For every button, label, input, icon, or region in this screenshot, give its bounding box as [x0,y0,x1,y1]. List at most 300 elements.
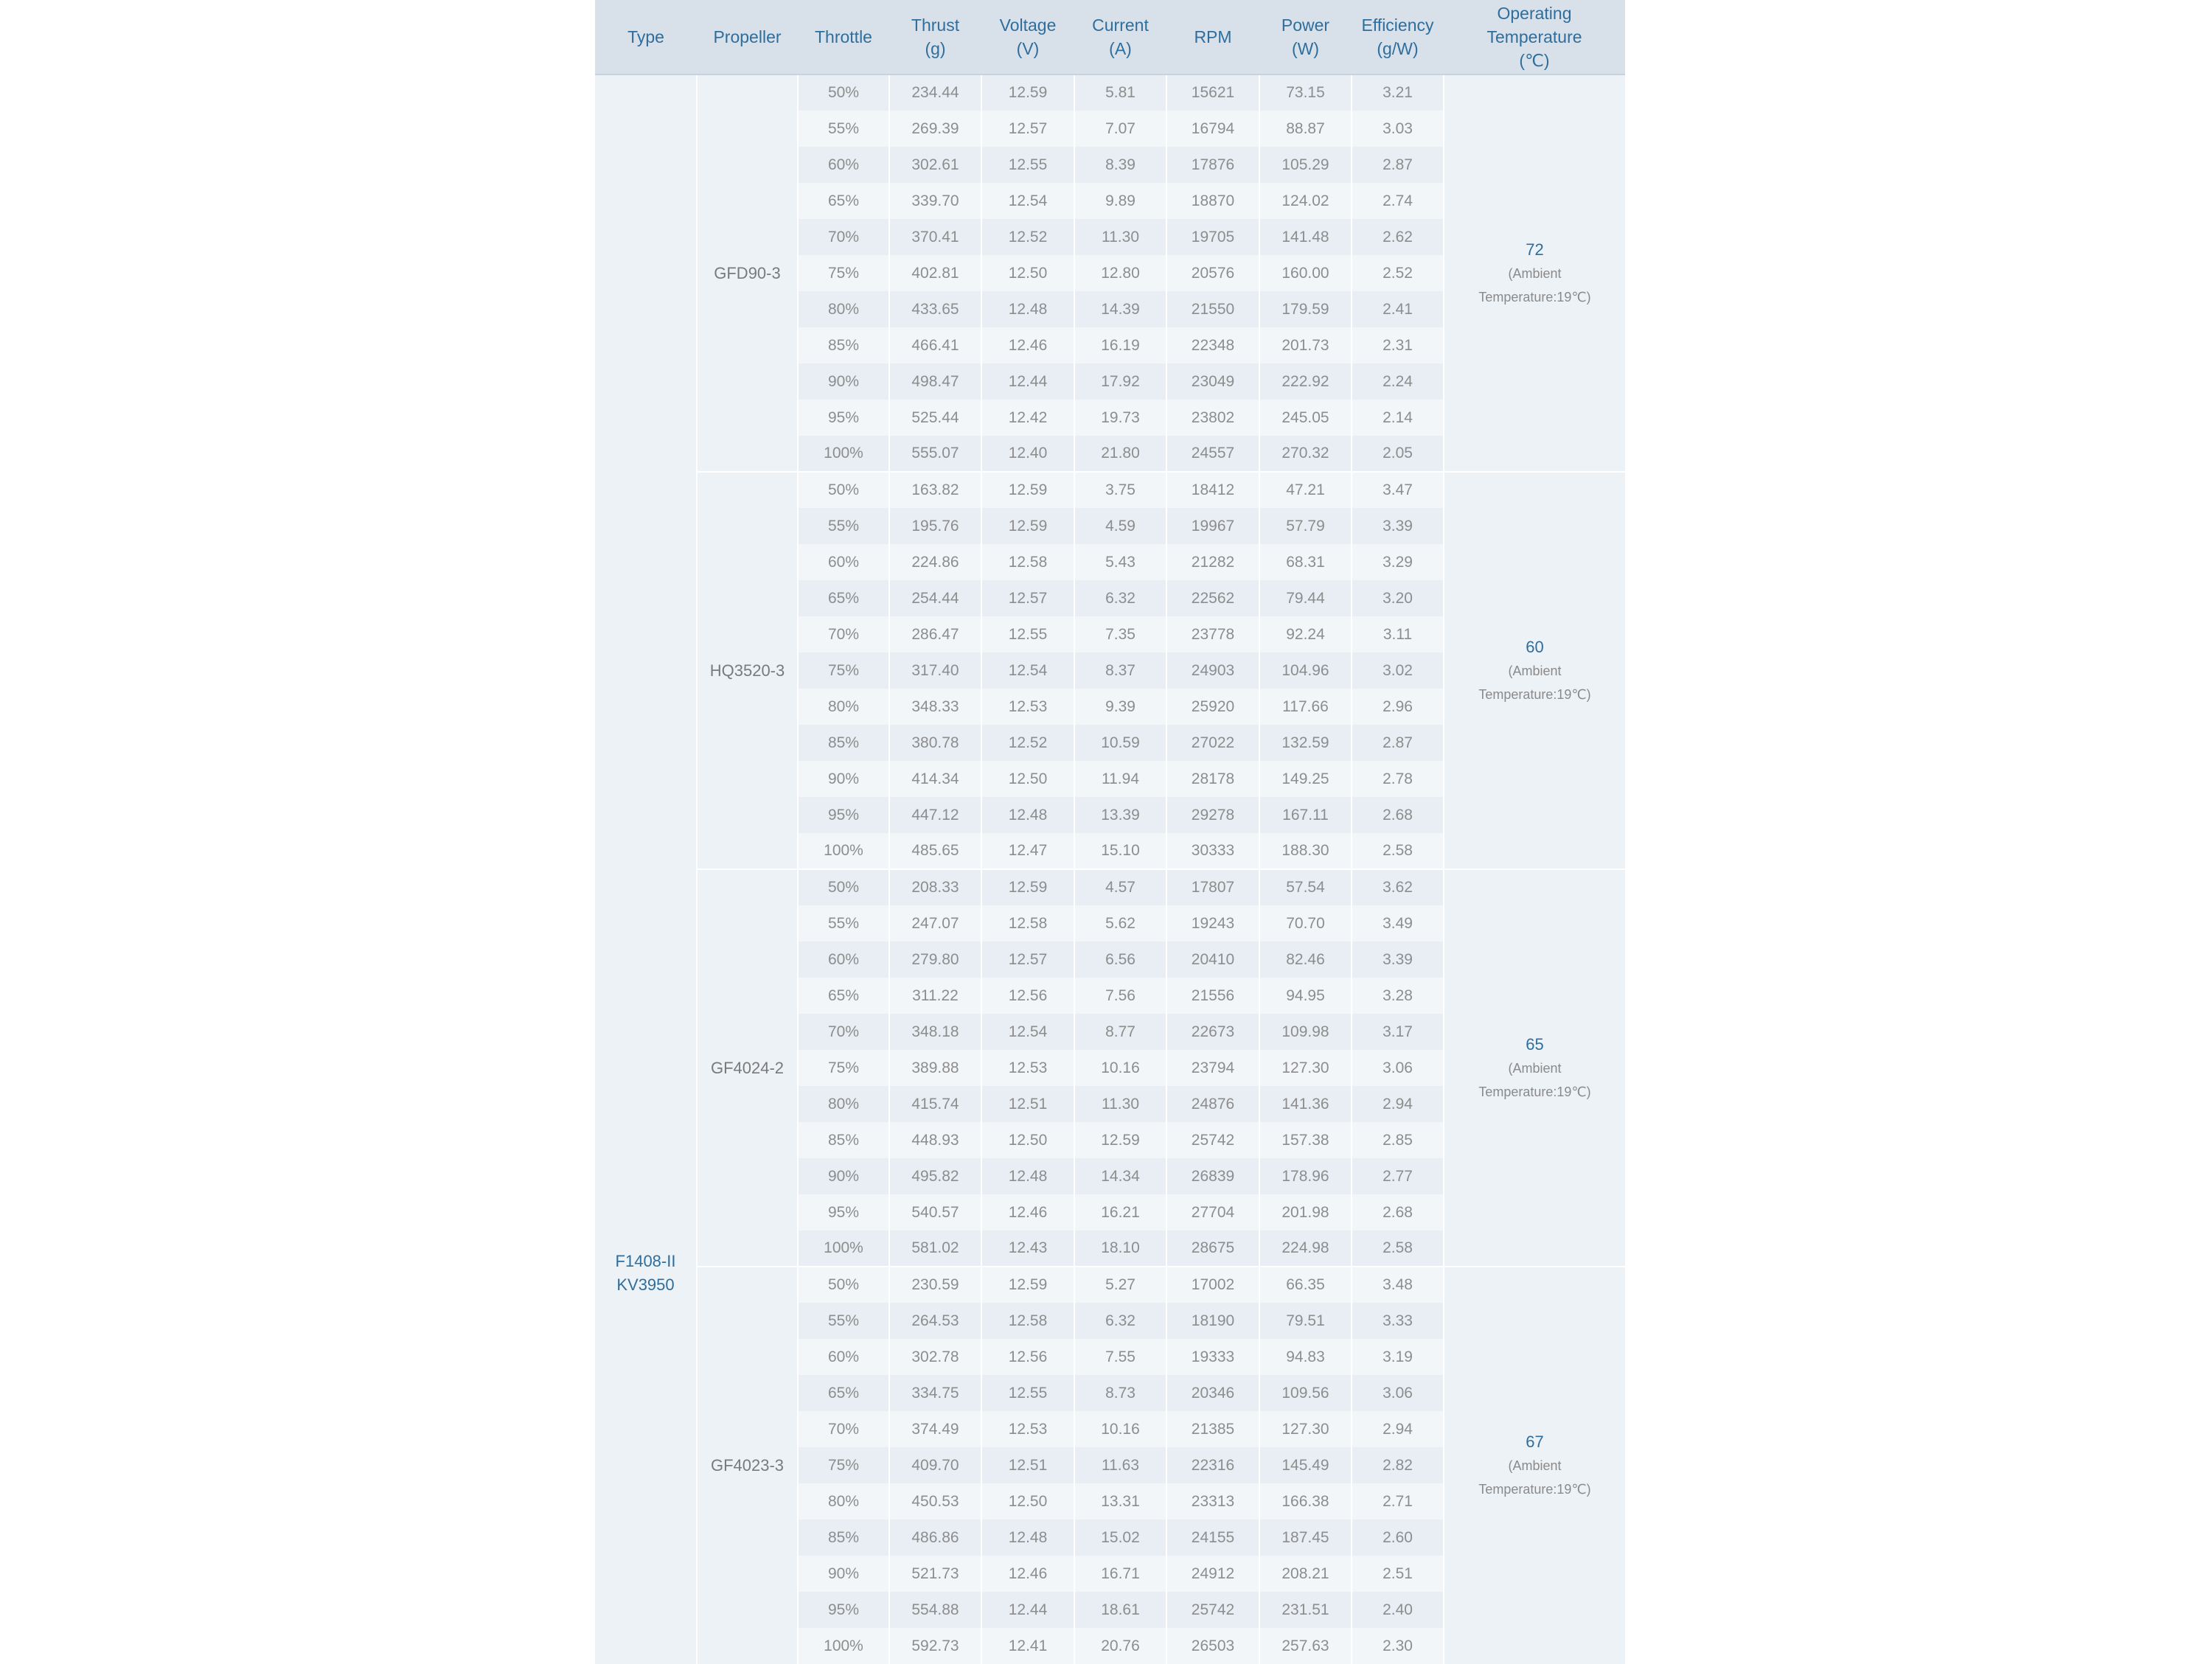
efficiency-cell: 2.58 [1352,833,1444,869]
voltage-cell: 12.55 [981,616,1074,652]
voltage-cell: 12.50 [981,255,1074,291]
thrust-cell: 339.70 [889,183,981,219]
efficiency-cell: 3.20 [1352,580,1444,616]
operating-temperature-cell [1444,869,1625,1267]
voltage-cell: 12.53 [981,1050,1074,1086]
thrust-cell: 311.22 [889,978,981,1014]
rpm-cell: 26839 [1166,1158,1259,1194]
throttle-cell: 80% [798,291,889,327]
throttle-cell: 100% [798,1628,889,1664]
voltage-cell: 12.59 [981,508,1074,544]
rpm-cell: 25742 [1166,1122,1259,1158]
voltage-cell: 12.48 [981,1158,1074,1194]
thrust-cell: 414.34 [889,761,981,797]
operating-temperature-cell [1444,74,1625,472]
header-temperature-line1: Operating [1497,4,1572,23]
thrust-cell: 521.73 [889,1556,981,1592]
ambient-note-line1: (Ambient [1508,1458,1562,1473]
current-cell: 7.56 [1074,978,1166,1014]
rpm-cell: 16794 [1166,111,1259,147]
header-voltage-name: Voltage [999,15,1057,35]
current-cell: 7.35 [1074,616,1166,652]
efficiency-cell: 2.30 [1352,1628,1444,1664]
ambient-note-line2: Temperature:19℃) [1478,1084,1591,1099]
header-efficiency [1352,0,1444,74]
throttle-cell: 65% [798,978,889,1014]
temperature-value: 60 [1526,637,1544,656]
voltage-cell: 12.48 [981,797,1074,833]
current-cell: 14.34 [1074,1158,1166,1194]
throttle-cell: 80% [798,689,889,725]
rpm-cell: 27704 [1166,1194,1259,1230]
header-type: Type [595,0,697,74]
rpm-cell: 23794 [1166,1050,1259,1086]
power-cell: 187.45 [1259,1519,1352,1556]
voltage-cell: 12.44 [981,363,1074,400]
efficiency-cell: 3.11 [1352,616,1444,652]
power-cell: 79.44 [1259,580,1352,616]
rpm-cell: 22673 [1166,1014,1259,1050]
efficiency-cell: 2.62 [1352,219,1444,255]
table-row [595,1267,1625,1303]
efficiency-cell: 3.19 [1352,1339,1444,1375]
voltage-cell: 12.40 [981,436,1074,472]
thrust-cell: 415.74 [889,1086,981,1122]
throttle-cell: 75% [798,255,889,291]
current-cell: 7.55 [1074,1339,1166,1375]
current-cell: 16.71 [1074,1556,1166,1592]
voltage-cell: 12.54 [981,1014,1074,1050]
efficiency-cell: 2.71 [1352,1483,1444,1519]
rpm-cell: 23778 [1166,616,1259,652]
rpm-cell: 27022 [1166,725,1259,761]
thrust-cell: 370.41 [889,219,981,255]
voltage-cell: 12.46 [981,327,1074,363]
rpm-cell: 22348 [1166,327,1259,363]
rpm-cell: 18870 [1166,183,1259,219]
efficiency-cell: 3.17 [1352,1014,1444,1050]
propeller-cell: HQ3520-3 [697,472,798,869]
temperature-value: 67 [1526,1432,1544,1451]
power-cell: 73.15 [1259,74,1352,111]
rpm-cell: 26503 [1166,1628,1259,1664]
efficiency-cell: 3.06 [1352,1375,1444,1411]
header-temperature-unit: (℃) [1519,51,1550,70]
current-cell: 4.57 [1074,869,1166,905]
rpm-cell: 20346 [1166,1375,1259,1411]
table-row [595,869,1625,905]
efficiency-cell: 2.52 [1352,255,1444,291]
throttle-cell: 65% [798,580,889,616]
rpm-cell: 23802 [1166,400,1259,436]
table-row [595,74,1625,111]
rpm-cell: 17876 [1166,147,1259,183]
voltage-cell: 12.50 [981,1483,1074,1519]
motor-test-data-sheet [595,0,1625,1658]
efficiency-cell: 3.49 [1352,905,1444,941]
current-cell: 6.56 [1074,941,1166,978]
current-cell: 8.39 [1074,147,1166,183]
power-cell: 270.32 [1259,436,1352,472]
power-cell: 188.30 [1259,833,1352,869]
current-cell: 18.10 [1074,1230,1166,1267]
voltage-cell: 12.41 [981,1628,1074,1664]
throttle-cell: 55% [798,111,889,147]
current-cell: 9.39 [1074,689,1166,725]
current-cell: 21.80 [1074,436,1166,472]
rpm-cell: 17807 [1166,869,1259,905]
thrust-cell: 374.49 [889,1411,981,1447]
motor-type-cell [595,74,697,1664]
voltage-cell: 12.54 [981,183,1074,219]
throttle-cell: 60% [798,544,889,580]
efficiency-cell: 2.78 [1352,761,1444,797]
throttle-cell: 90% [798,1556,889,1592]
efficiency-cell: 3.02 [1352,652,1444,689]
rpm-cell: 28675 [1166,1230,1259,1267]
current-cell: 4.59 [1074,508,1166,544]
header-thrust-name: Thrust [911,15,960,35]
power-cell: 79.51 [1259,1303,1352,1339]
header-throttle: Throttle [798,0,889,74]
current-cell: 11.63 [1074,1447,1166,1483]
power-cell: 257.63 [1259,1628,1352,1664]
efficiency-cell: 2.24 [1352,363,1444,400]
rpm-cell: 28178 [1166,761,1259,797]
throttle-cell: 100% [798,436,889,472]
power-cell: 66.35 [1259,1267,1352,1303]
rpm-cell: 25920 [1166,689,1259,725]
throttle-cell: 95% [798,400,889,436]
rpm-cell: 23313 [1166,1483,1259,1519]
motor-kv: KV3950 [616,1275,675,1294]
power-cell: 124.02 [1259,183,1352,219]
header-rpm: RPM [1166,0,1259,74]
voltage-cell: 12.57 [981,580,1074,616]
throttle-cell: 70% [798,1411,889,1447]
efficiency-cell: 2.60 [1352,1519,1444,1556]
efficiency-cell: 2.85 [1352,1122,1444,1158]
efficiency-cell: 2.14 [1352,400,1444,436]
power-cell: 104.96 [1259,652,1352,689]
voltage-cell: 12.42 [981,400,1074,436]
voltage-cell: 12.54 [981,652,1074,689]
header-voltage-unit: (V) [1016,39,1040,58]
current-cell: 5.43 [1074,544,1166,580]
current-cell: 17.92 [1074,363,1166,400]
voltage-cell: 12.57 [981,941,1074,978]
voltage-cell: 12.48 [981,291,1074,327]
rpm-cell: 19333 [1166,1339,1259,1375]
current-cell: 13.31 [1074,1483,1166,1519]
current-cell: 19.73 [1074,400,1166,436]
rpm-cell: 24903 [1166,652,1259,689]
ambient-note-line1: (Ambient [1508,1060,1562,1076]
efficiency-cell: 2.87 [1352,725,1444,761]
current-cell: 10.59 [1074,725,1166,761]
throttle-cell: 85% [798,1519,889,1556]
voltage-cell: 12.59 [981,472,1074,508]
throttle-cell: 75% [798,652,889,689]
header-power [1259,0,1352,74]
rpm-cell: 19967 [1166,508,1259,544]
voltage-cell: 12.46 [981,1194,1074,1230]
thrust-cell: 286.47 [889,616,981,652]
thrust-cell: 317.40 [889,652,981,689]
power-cell: 222.92 [1259,363,1352,400]
current-cell: 12.59 [1074,1122,1166,1158]
power-cell: 92.24 [1259,616,1352,652]
thrust-cell: 348.18 [889,1014,981,1050]
voltage-cell: 12.53 [981,689,1074,725]
thrust-cell: 466.41 [889,327,981,363]
thrust-cell: 195.76 [889,508,981,544]
efficiency-cell: 3.06 [1352,1050,1444,1086]
efficiency-cell: 2.58 [1352,1230,1444,1267]
efficiency-cell: 3.39 [1352,941,1444,978]
voltage-cell: 12.51 [981,1086,1074,1122]
rpm-cell: 18412 [1166,472,1259,508]
throttle-cell: 65% [798,183,889,219]
header-row [595,0,1625,74]
thrust-cell: 495.82 [889,1158,981,1194]
thrust-cell: 409.70 [889,1447,981,1483]
throttle-cell: 65% [798,1375,889,1411]
throttle-cell: 60% [798,147,889,183]
motor-test-table [595,0,1625,1664]
power-cell: 149.25 [1259,761,1352,797]
efficiency-cell: 2.82 [1352,1447,1444,1483]
thrust-cell: 485.65 [889,833,981,869]
efficiency-cell: 2.40 [1352,1592,1444,1628]
header-power-unit: (W) [1291,39,1320,58]
efficiency-cell: 3.47 [1352,472,1444,508]
rpm-cell: 19705 [1166,219,1259,255]
thrust-cell: 433.65 [889,291,981,327]
throttle-cell: 90% [798,363,889,400]
rpm-cell: 24912 [1166,1556,1259,1592]
throttle-cell: 100% [798,1230,889,1267]
efficiency-cell: 2.05 [1352,436,1444,472]
throttle-cell: 75% [798,1447,889,1483]
thrust-cell: 302.78 [889,1339,981,1375]
power-cell: 127.30 [1259,1411,1352,1447]
header-current [1074,0,1166,74]
header-temperature-line2: Temperature [1486,27,1582,46]
current-cell: 7.07 [1074,111,1166,147]
rpm-cell: 30333 [1166,833,1259,869]
power-cell: 160.00 [1259,255,1352,291]
operating-temperature-cell [1444,472,1625,869]
current-cell: 8.37 [1074,652,1166,689]
power-cell: 145.49 [1259,1447,1352,1483]
efficiency-cell: 2.31 [1352,327,1444,363]
power-cell: 179.59 [1259,291,1352,327]
current-cell: 3.75 [1074,472,1166,508]
throttle-cell: 60% [798,1339,889,1375]
power-cell: 157.38 [1259,1122,1352,1158]
thrust-cell: 486.86 [889,1519,981,1556]
current-cell: 16.19 [1074,327,1166,363]
throttle-cell: 50% [798,472,889,508]
power-cell: 82.46 [1259,941,1352,978]
current-cell: 16.21 [1074,1194,1166,1230]
current-cell: 5.62 [1074,905,1166,941]
power-cell: 141.36 [1259,1086,1352,1122]
throttle-cell: 50% [798,1267,889,1303]
current-cell: 5.27 [1074,1267,1166,1303]
throttle-cell: 90% [798,1158,889,1194]
rpm-cell: 19243 [1166,905,1259,941]
thrust-cell: 302.61 [889,147,981,183]
power-cell: 47.21 [1259,472,1352,508]
power-cell: 132.59 [1259,725,1352,761]
current-cell: 15.02 [1074,1519,1166,1556]
current-cell: 9.89 [1074,183,1166,219]
voltage-cell: 12.58 [981,544,1074,580]
header-propeller: Propeller [697,0,798,74]
voltage-cell: 12.59 [981,1267,1074,1303]
power-cell: 167.11 [1259,797,1352,833]
rpm-cell: 24876 [1166,1086,1259,1122]
efficiency-cell: 3.29 [1352,544,1444,580]
current-cell: 8.73 [1074,1375,1166,1411]
throttle-cell: 70% [798,616,889,652]
voltage-cell: 12.47 [981,833,1074,869]
efficiency-cell: 2.77 [1352,1158,1444,1194]
efficiency-cell: 2.68 [1352,797,1444,833]
efficiency-cell: 2.51 [1352,1556,1444,1592]
throttle-cell: 75% [798,1050,889,1086]
header-current-unit: (A) [1109,39,1132,58]
throttle-cell: 70% [798,1014,889,1050]
current-cell: 10.16 [1074,1411,1166,1447]
header-voltage [981,0,1074,74]
current-cell: 12.80 [1074,255,1166,291]
efficiency-cell: 3.33 [1352,1303,1444,1339]
throttle-cell: 50% [798,869,889,905]
voltage-cell: 12.44 [981,1592,1074,1628]
voltage-cell: 12.46 [981,1556,1074,1592]
header-thrust-unit: (g) [925,39,946,58]
thrust-cell: 581.02 [889,1230,981,1267]
voltage-cell: 12.50 [981,761,1074,797]
voltage-cell: 12.43 [981,1230,1074,1267]
voltage-cell: 12.57 [981,111,1074,147]
header-efficiency-unit: (g/W) [1377,39,1419,58]
ambient-note-line2: Temperature:19℃) [1478,289,1591,304]
throttle-cell: 80% [798,1483,889,1519]
voltage-cell: 12.48 [981,1519,1074,1556]
current-cell: 8.77 [1074,1014,1166,1050]
efficiency-cell: 2.74 [1352,183,1444,219]
power-cell: 127.30 [1259,1050,1352,1086]
power-cell: 109.98 [1259,1014,1352,1050]
throttle-cell: 95% [798,797,889,833]
voltage-cell: 12.52 [981,219,1074,255]
thrust-cell: 224.86 [889,544,981,580]
thrust-cell: 554.88 [889,1592,981,1628]
ambient-note-line1: (Ambient [1508,265,1562,281]
current-cell: 18.61 [1074,1592,1166,1628]
voltage-cell: 12.58 [981,1303,1074,1339]
throttle-cell: 85% [798,327,889,363]
header-temperature [1444,0,1625,74]
throttle-cell: 70% [798,219,889,255]
operating-temperature-cell [1444,1267,1625,1664]
power-cell: 141.48 [1259,219,1352,255]
thrust-cell: 279.80 [889,941,981,978]
power-cell: 201.98 [1259,1194,1352,1230]
efficiency-cell: 3.28 [1352,978,1444,1014]
power-cell: 105.29 [1259,147,1352,183]
thrust-cell: 208.33 [889,869,981,905]
thrust-cell: 334.75 [889,1375,981,1411]
efficiency-cell: 3.48 [1352,1267,1444,1303]
power-cell: 57.54 [1259,869,1352,905]
thrust-cell: 264.53 [889,1303,981,1339]
efficiency-cell: 2.41 [1352,291,1444,327]
throttle-cell: 85% [798,1122,889,1158]
thrust-cell: 254.44 [889,580,981,616]
voltage-cell: 12.55 [981,147,1074,183]
power-cell: 88.87 [1259,111,1352,147]
rpm-cell: 22562 [1166,580,1259,616]
efficiency-cell: 2.94 [1352,1086,1444,1122]
voltage-cell: 12.53 [981,1411,1074,1447]
header-power-name: Power [1281,15,1330,35]
power-cell: 231.51 [1259,1592,1352,1628]
thrust-cell: 592.73 [889,1628,981,1664]
ambient-note-line2: Temperature:19℃) [1478,1482,1591,1497]
thrust-cell: 348.33 [889,689,981,725]
throttle-cell: 95% [798,1194,889,1230]
current-cell: 10.16 [1074,1050,1166,1086]
rpm-cell: 21385 [1166,1411,1259,1447]
voltage-cell: 12.50 [981,1122,1074,1158]
propeller-cell: GFD90-3 [697,74,798,472]
rpm-cell: 20410 [1166,941,1259,978]
power-cell: 70.70 [1259,905,1352,941]
voltage-cell: 12.59 [981,74,1074,111]
efficiency-cell: 3.03 [1352,111,1444,147]
current-cell: 15.10 [1074,833,1166,869]
thrust-cell: 163.82 [889,472,981,508]
rpm-cell: 21282 [1166,544,1259,580]
efficiency-cell: 2.68 [1352,1194,1444,1230]
current-cell: 13.39 [1074,797,1166,833]
current-cell: 20.76 [1074,1628,1166,1664]
throttle-cell: 90% [798,761,889,797]
power-cell: 208.21 [1259,1556,1352,1592]
rpm-cell: 22316 [1166,1447,1259,1483]
rpm-cell: 21550 [1166,291,1259,327]
efficiency-cell: 3.39 [1352,508,1444,544]
throttle-cell: 55% [798,1303,889,1339]
rpm-cell: 15621 [1166,74,1259,111]
rpm-cell: 21556 [1166,978,1259,1014]
throttle-cell: 85% [798,725,889,761]
efficiency-cell: 2.87 [1352,147,1444,183]
power-cell: 94.95 [1259,978,1352,1014]
power-cell: 245.05 [1259,400,1352,436]
thrust-cell: 402.81 [889,255,981,291]
efficiency-cell: 3.62 [1352,869,1444,905]
thrust-cell: 450.53 [889,1483,981,1519]
current-cell: 11.94 [1074,761,1166,797]
thrust-cell: 230.59 [889,1267,981,1303]
header-efficiency-name: Efficiency [1361,15,1434,35]
